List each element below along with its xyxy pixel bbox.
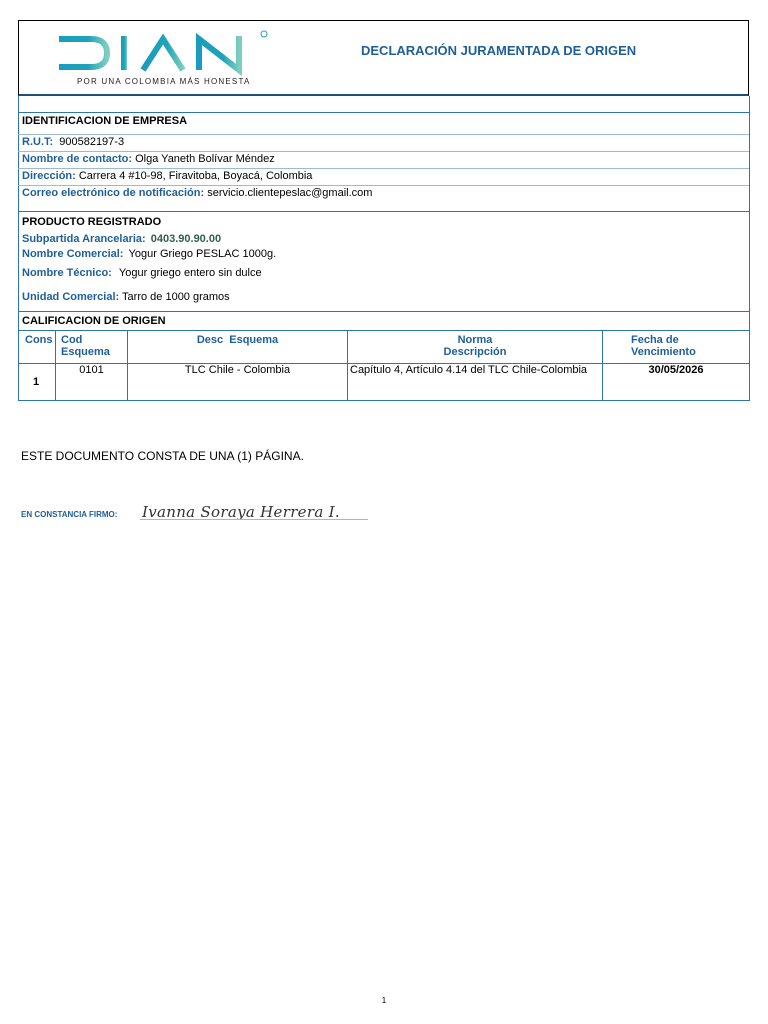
logo-tagline: POR UNA COLOMBIA MÁS HONESTA xyxy=(77,77,251,86)
section-title-empresa: IDENTIFICACION DE EMPRESA xyxy=(22,115,188,127)
th-norma-line1: Norma xyxy=(457,334,493,346)
section-title-calificacion: CALIFICACION DE ORIGEN xyxy=(22,315,166,327)
document-title: DECLARACIÓN JURAMENTADA DE ORIGEN xyxy=(361,43,637,58)
td-norma: Capítulo 4, Artículo 4.14 del TLC Chile-Colombia xyxy=(350,364,588,376)
td-cons: 1 xyxy=(33,376,40,388)
correo-value: servicio.clientepeslac@gmail.com xyxy=(207,187,373,199)
th-fecha-line1: Fecha de xyxy=(631,334,679,346)
divider xyxy=(18,168,749,169)
comercial-value: Yogur Griego PESLAC 1000g. xyxy=(128,248,277,260)
contacto-label: Nombre de contacto: xyxy=(22,153,133,165)
page-number: 1 xyxy=(381,996,387,1005)
th-cod-line1: Cod xyxy=(61,334,83,346)
unidad-label: Unidad Comercial: xyxy=(22,291,120,303)
dian-logo xyxy=(51,27,281,91)
rut-label: R.U.T: xyxy=(22,136,54,148)
contacto-value: Olga Yaneth Bolívar Méndez xyxy=(135,153,275,165)
header-box xyxy=(18,20,749,96)
th-norma xyxy=(348,334,602,358)
signature: Ivanna Soraya Herrera I. xyxy=(142,503,340,521)
direccion-row xyxy=(22,170,312,182)
direccion-label: Dirección: xyxy=(22,170,76,182)
correo-label: Correo electrónico de notificación: xyxy=(22,187,205,199)
comercial-row xyxy=(22,248,276,260)
th-cod-line2: Esquema xyxy=(61,346,110,358)
divider xyxy=(18,134,749,135)
th-fecha-line2: Vencimiento xyxy=(631,346,696,358)
correo-row xyxy=(22,187,372,199)
th-cod xyxy=(61,334,110,358)
td-cod: 0101 xyxy=(79,364,104,376)
td-desc: TLC Chile - Colombia xyxy=(184,364,291,376)
th-desc: Desc Esquema xyxy=(196,334,279,346)
unidad-row xyxy=(22,291,230,303)
tecnico-label: Nombre Técnico: xyxy=(22,267,112,279)
th-fecha xyxy=(631,334,696,358)
pages-note: ESTE DOCUMENTO CONSTA DE UNA (1) PÁGINA. xyxy=(21,449,304,463)
firma-label: EN CONSTANCIA FIRMO: xyxy=(21,510,118,519)
tecnico-value: Yogur griego entero sin dulce xyxy=(118,267,262,279)
subpartida-row xyxy=(22,233,221,245)
subpartida-label: Subpartida Arancelaria: xyxy=(22,233,146,245)
th-norma-line2: Descripción xyxy=(443,346,507,358)
divider xyxy=(18,311,749,312)
direccion-value: Carrera 4 #10-98, Firavitoba, Boyacá, Colombia xyxy=(78,170,313,182)
rut-row xyxy=(22,136,124,148)
section-title-producto: PRODUCTO REGISTRADO xyxy=(22,216,162,228)
signature-line xyxy=(140,519,368,520)
rut-value: 900582197-3 xyxy=(59,136,125,148)
tecnico-row xyxy=(22,267,262,279)
subpartida-value: 0403.90.90.00 xyxy=(150,233,222,245)
divider xyxy=(18,151,749,152)
unidad-value: Tarro de 1000 gramos xyxy=(122,291,230,303)
divider xyxy=(18,112,749,113)
comercial-label: Nombre Comercial: xyxy=(22,248,124,260)
contacto-row xyxy=(22,153,275,165)
th-cons: Cons xyxy=(25,334,53,346)
td-fecha: 30/05/2026 xyxy=(648,364,704,376)
divider xyxy=(18,185,749,186)
divider xyxy=(18,211,749,212)
